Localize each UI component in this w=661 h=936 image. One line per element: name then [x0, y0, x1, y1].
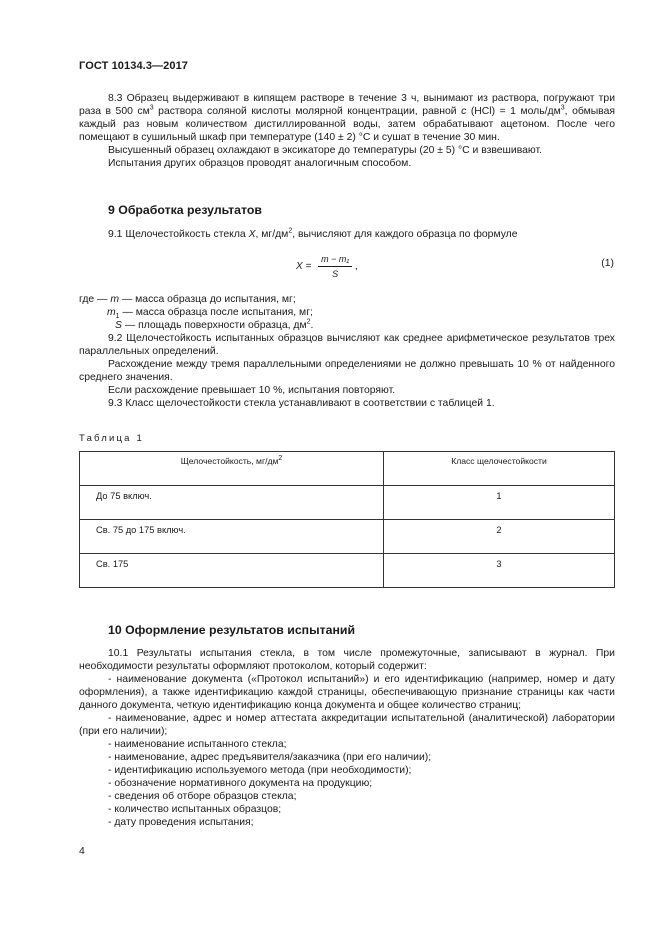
formula-denominator: S [332, 269, 339, 279]
paragraph-8-3: 8.3 Образец выдерживают в кипящем растворе в течение 3 ч, вынимают из раствора, погружают три раза в 500 $см^3$ раствора соляной кислоты молярной концентрации, равной с (HCl) = 1 моль/$дм^3$, обмывая каждый раз новым количеством дистиллированной воды, затем обрабатывают ацетоном. После чего помещают в сушильный шкаф при температуре (140 ± 2) °С и сушат в течение 30 мин. [79, 93, 615, 143]
paragraph-9-2: 9.2 Щелочестойкость испытанных образцов вычисляют как среднее арифметическое результатов трех параллельных определений. [79, 333, 615, 357]
document-header: ГОСТ 10134.3—2017 [79, 60, 189, 72]
table-row [80, 486, 615, 520]
definition-m1: $m_1$ — масса образца после испытания, мг; [107, 307, 313, 321]
table-header-cell: Щелочестойкость, $мг/дм^2$ [80, 452, 384, 486]
list-item: - наименование испытанного стекла; [108, 739, 287, 750]
section-heading: 9 Обработка результатов [108, 203, 262, 217]
paragraph: Высушенный образец охлаждают в эксикаторе до температуры (20 ± 5) °С и взвешивают. [108, 145, 542, 156]
page-number: 4 [79, 846, 85, 857]
list-item: - идентификацию используемого метода (при необходимости); [108, 765, 412, 776]
table-row [80, 554, 615, 588]
formula-lhs: X = [296, 261, 312, 273]
section-10-text [79, 647, 615, 829]
alkali-resistance-table [79, 451, 615, 588]
list-item: - наименование, адрес предъявителя/заказчика (при его наличии); [108, 752, 432, 763]
table-cell-class: 3 [384, 554, 615, 588]
list-item: - количество испытанных образцов; [108, 804, 282, 815]
table-cell-class: 1 [384, 486, 615, 520]
section-heading: 10 Оформление результатов испытаний [108, 623, 356, 637]
formula-trail: , [354, 261, 358, 273]
formula-fraction [318, 253, 352, 280]
paragraph: Расхождение между тремя параллельными определениями не должно превышать 10 % от найденного среднего значения. [79, 359, 615, 383]
table-header-cell: Класс щелочестойкости [384, 452, 615, 486]
list-item: - сведения об отборе образцов стекла; [108, 791, 297, 802]
formula [296, 253, 358, 280]
list-item: - обозначение нормативного документа на продукцию; [108, 778, 373, 789]
paragraph: Если расхождение превышает 10 %, испытания повторяют. [108, 385, 396, 396]
paragraph-9-3: 9.3 Класс щелочестойкости стекла устанавливают в соответствии с таблицей 1. [108, 398, 495, 409]
table-caption: Таблица 1 [79, 433, 144, 444]
section-8-text [79, 92, 615, 170]
definition-s: S — площадь поверхности образца, $дм^2$. [115, 318, 314, 331]
paragraph: Испытания других образцов проводят аналогичным способом. [108, 158, 412, 169]
equation-number: (1) [601, 258, 614, 269]
table-row [80, 520, 615, 554]
variable-definitions [79, 293, 615, 332]
table-header-row [80, 452, 615, 486]
section-9-text [79, 332, 615, 410]
table-cell-range: Св. 175 [80, 554, 384, 588]
table-cell-range: Св. 75 до 175 включ. [80, 520, 384, 554]
paragraph-9-1: 9.1 Щелочестойкость стекла X, $мг/дм^2$, вычисляют для каждого образца по формуле [108, 227, 518, 240]
paragraph-10-1: 10.1 Результаты испытания стекла, в том числе промежуточные, записывают в журнал. При необходимости результаты оформляют протоколом, который содержит: [79, 648, 615, 672]
formula-numerator: m − m₁ [318, 253, 352, 267]
table-cell-class: 2 [384, 520, 615, 554]
table-cell-range: До 75 включ. [80, 486, 384, 520]
list-item: - наименование документа («Протокол испытаний») и его идентификацию (например, номер и дату оформления), а также идентификацию каждой страницы, обеспечивающую признание страницы как части данного документа, четкую идентификацию конца документа и общее количество страниц; [79, 674, 615, 711]
list-item: - наименование, адрес и номер аттестата аккредитации испытательной (аналитической) лаборатории (при его наличии); [79, 713, 615, 737]
definition-m: где — m — масса образца до испытания, мг; [79, 294, 296, 305]
list-item: - дату проведения испытания; [108, 817, 254, 828]
